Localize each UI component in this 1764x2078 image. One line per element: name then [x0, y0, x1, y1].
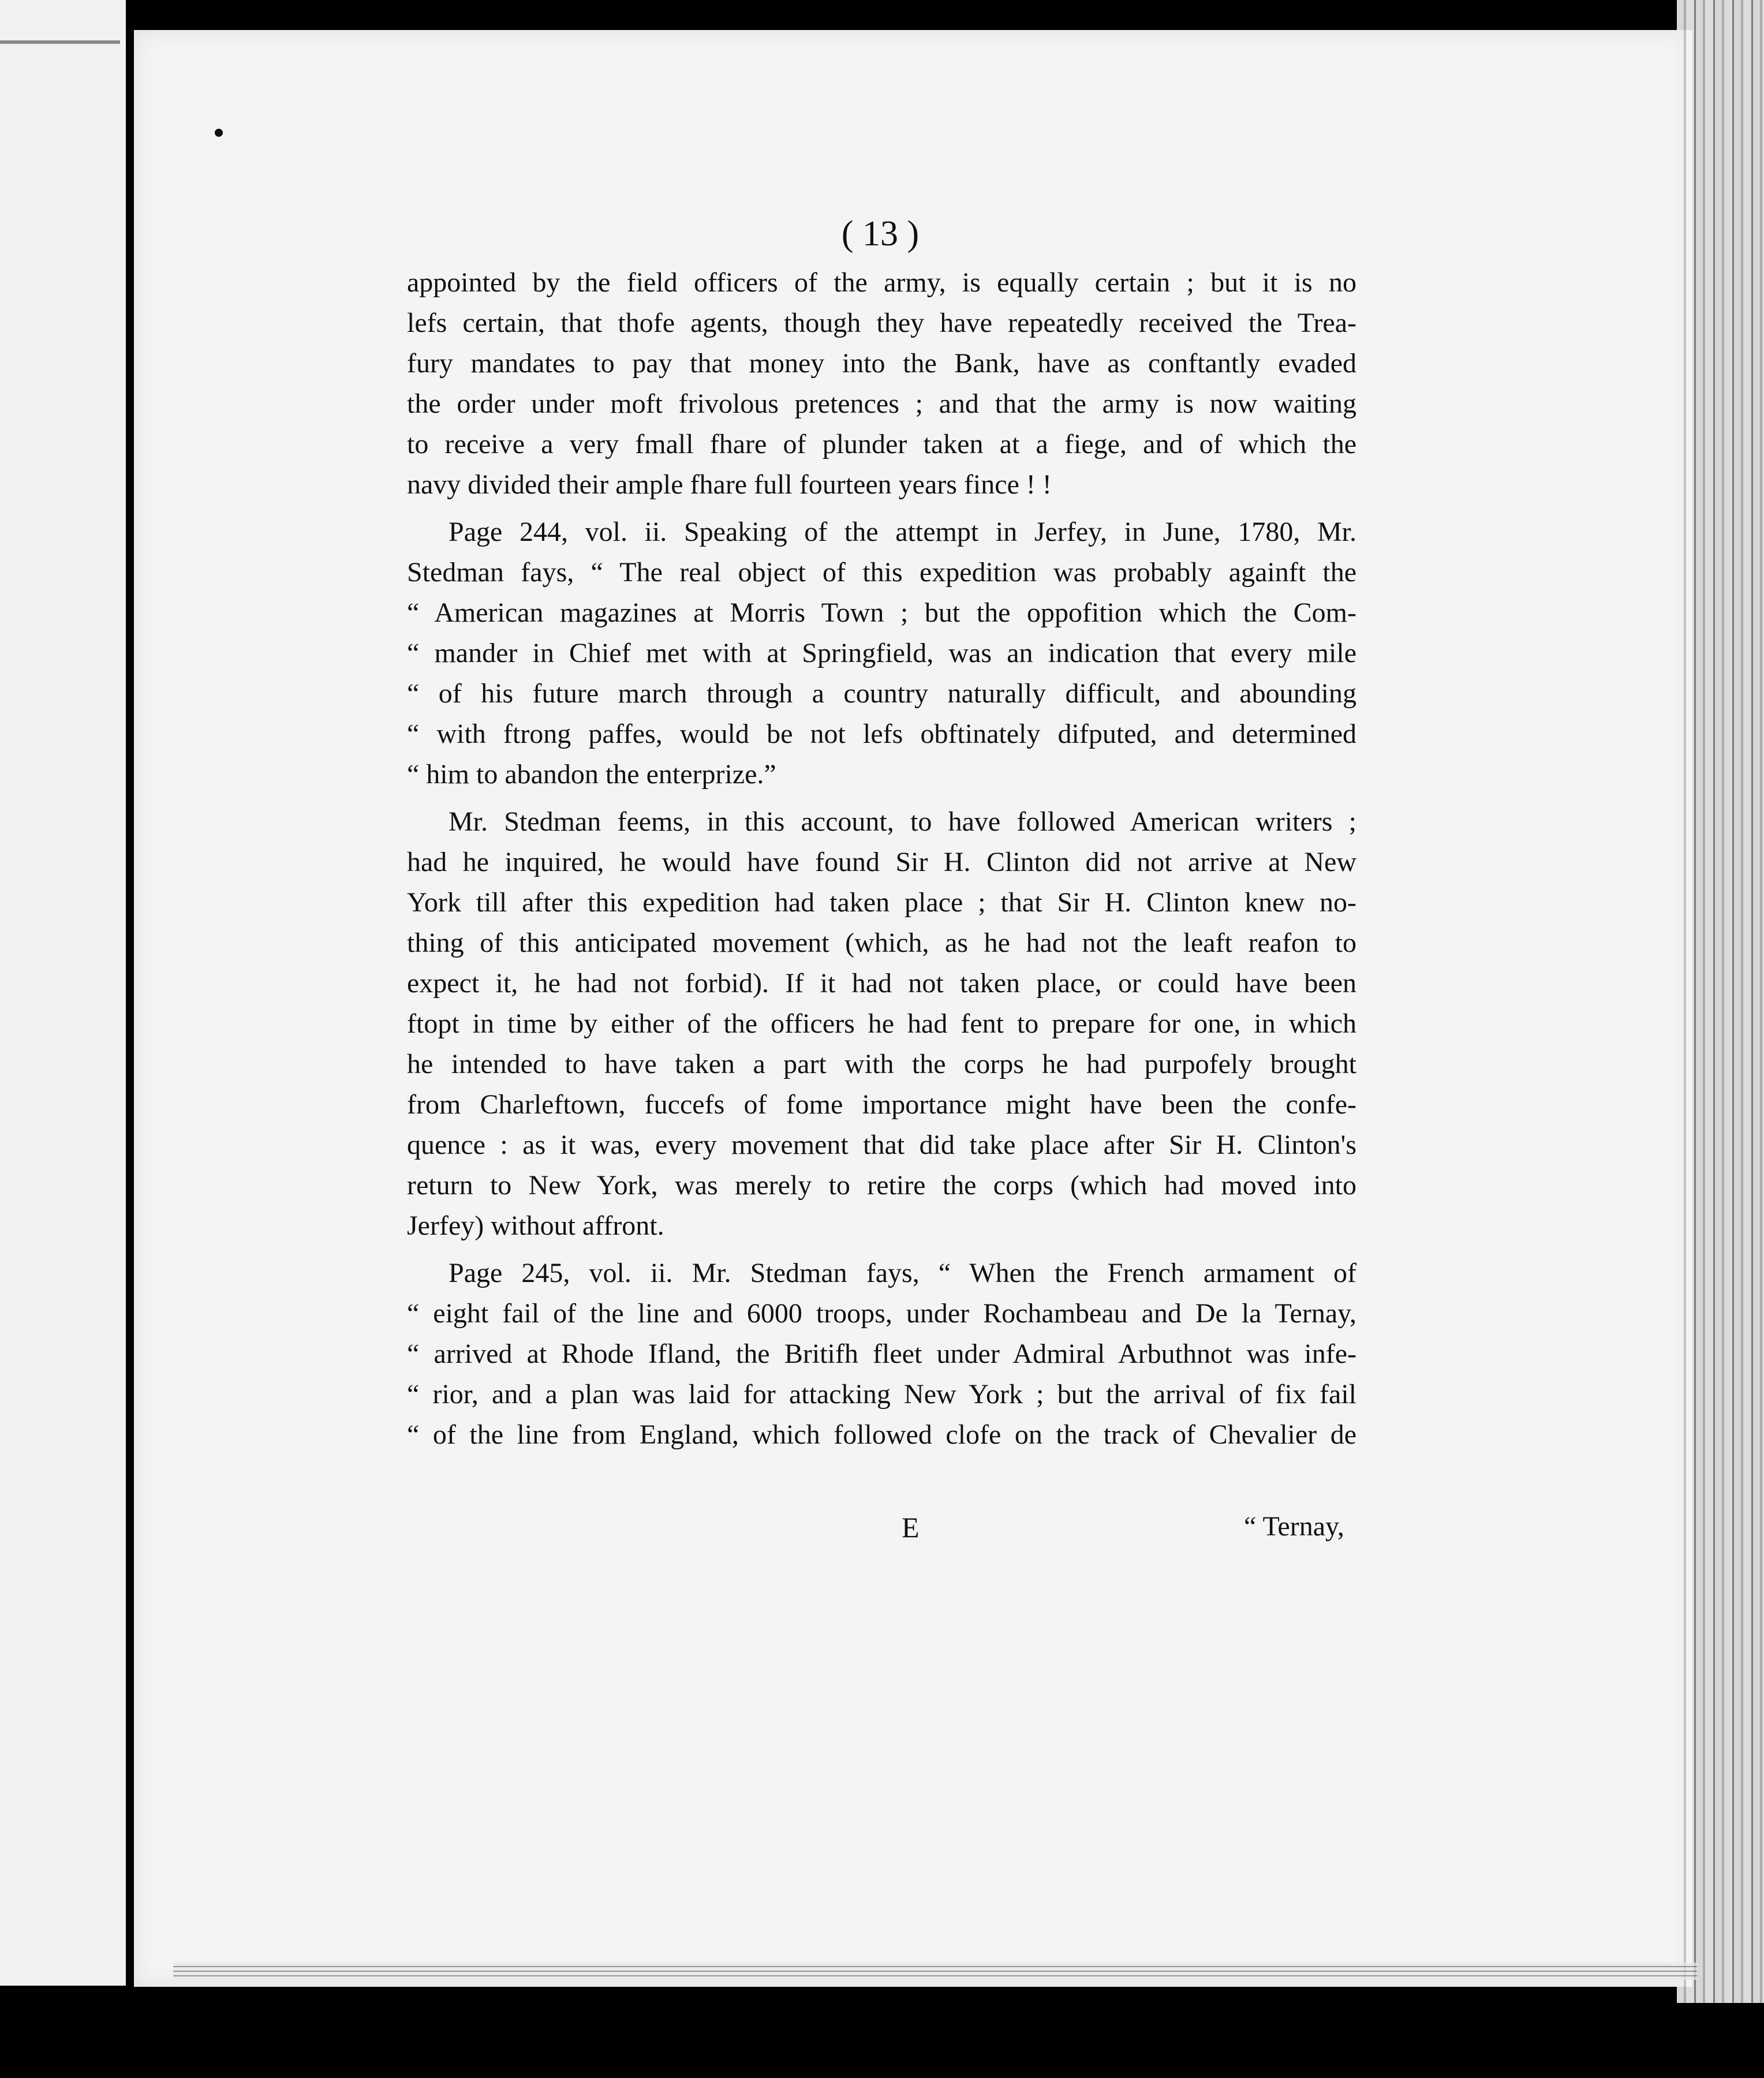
text-line: quence : as it was, every movement that did take place after Sir H. Clinton's: [407, 1130, 1356, 1160]
text-line: “ arrived at Rhode Ifland, the Britifh fleet under Admiral Arbuthnot was infe-: [407, 1339, 1356, 1369]
text-line: fury mandates to pay that money into the Bank, have as conftantly evaded: [407, 348, 1356, 379]
text-line: “ of his future march through a country naturally difficult, and abounding: [407, 678, 1356, 709]
text-line: “ him to abandon the enterprize.”: [407, 759, 776, 790]
text-line: appointed by the field officers of the army, is equally certain ; but it is no: [407, 267, 1356, 298]
text-line: “ eight fail of the line and 6000 troops, under Rochambeau and De la Ternay,: [407, 1298, 1356, 1329]
text-line: navy divided their ample fhare full fourteen years fince ! !: [407, 469, 1052, 500]
text-line: “ American magazines at Morris Town ; but the oppofition which the Com-: [407, 597, 1356, 628]
text-line: Stedman fays, “ The real object of this expedition was probably againft the: [407, 557, 1356, 588]
page-number: ( 13 ): [841, 214, 920, 253]
text-line: from Charleftown, fuccefs of fome importance might have been the confe-: [407, 1089, 1356, 1120]
ink-spot: [215, 129, 223, 137]
text-line: “ mander in Chief met with at Springfield, was an indication that every mile: [407, 638, 1356, 668]
body-text: [407, 263, 1356, 1455]
text-line: Page 245, vol. ii. Mr. Stedman fays, “ When the French armament of: [449, 1258, 1356, 1288]
text-line: “ of the line from England, which followed clofe on the track of Chevalier de: [407, 1419, 1356, 1450]
text-line: he intended to have taken a part with the corps he had purpofely brought: [407, 1049, 1356, 1079]
text-line: expect it, he had not forbid). If it had not taken place, or could have been: [407, 968, 1356, 999]
text-line: the order under moft frivolous pretences ; and that the army is now waiting: [407, 388, 1356, 419]
text-line: Mr. Stedman feems, in this account, to have followed American writers ;: [449, 806, 1356, 837]
page-fore-edge: [1677, 0, 1764, 2003]
text-line: ftopt in time by either of the officers he had fent to prepare for one, in which: [407, 1008, 1356, 1039]
text-line: “ rior, and a plan was laid for attacking New York ; but the arrival of fix fail: [407, 1379, 1356, 1410]
facing-page-edge: [0, 0, 126, 1986]
text-line: thing of this anticipated movement (which, as he had not the leaft reafon to: [407, 928, 1356, 958]
text-line: York till after this expedition had taken place ; that Sir H. Clinton knew no-: [407, 887, 1356, 918]
catchword: “ Ternay,: [1244, 1511, 1344, 1542]
text-line: had he inquired, he would have found Sir H. Clinton did not arrive at New: [407, 847, 1356, 877]
page-bottom-edge: [173, 1963, 1697, 1980]
text-line: Page 244, vol. ii. Speaking of the attempt in Jerfey, in June, 1780, Mr.: [449, 517, 1356, 547]
text-line: Jerfey) without affront.: [407, 1210, 664, 1241]
text-line: lefs certain, that thofe agents, though they have repeatedly received the Trea-: [407, 308, 1356, 338]
text-line: return to New York, was merely to retire the corps (which had moved into: [407, 1170, 1356, 1201]
text-line: “ with ftrong paffes, would be not lefs obftinately difputed, and determined: [407, 719, 1356, 749]
facing-page-rule: [0, 40, 120, 44]
text-line: to receive a very fmall fhare of plunder taken at a fiege, and of which the: [407, 429, 1356, 459]
signature-mark: E: [902, 1511, 920, 1543]
